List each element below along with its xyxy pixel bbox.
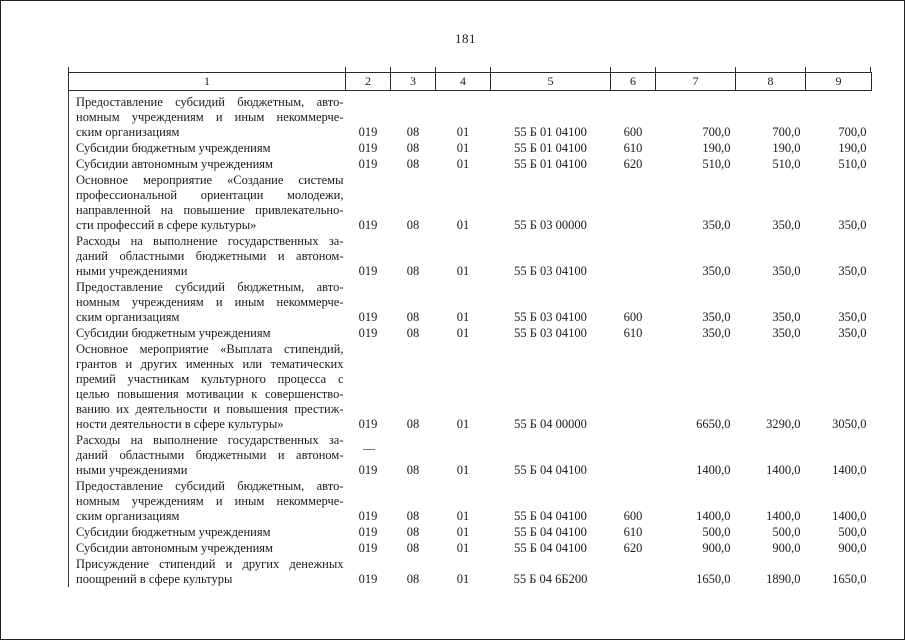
table-row	[69, 524, 872, 540]
cell-amount-year2: 190,0	[772, 141, 801, 155]
cell-amount-year3: 350,0	[838, 264, 867, 278]
cell-target-article-code: 55 Б 03 04100	[514, 310, 587, 324]
cell-amount-year1: 190,0	[702, 141, 731, 155]
column-number-header: 6	[611, 73, 656, 91]
cell-amount-year2: 700,0	[772, 125, 801, 139]
cell-target-article-code: 55 Б 03 00000	[514, 218, 587, 232]
cell-grbs-code: 019	[358, 326, 378, 340]
table-row	[69, 556, 872, 587]
cell-amount-year3: 350,0	[838, 326, 867, 340]
table-row	[69, 540, 872, 556]
table-row	[69, 172, 872, 233]
cell-amount-year2: 350,0	[772, 218, 801, 232]
cell-expense-type-code	[611, 172, 656, 233]
column-number-header: 2	[346, 73, 391, 91]
cell-target-article-code: 55 Б 01 04100	[514, 141, 587, 155]
cell-grbs-code: 019	[358, 525, 378, 539]
cell-grbs-code: 019	[358, 141, 378, 155]
cell-amount-year3: 350,0	[838, 310, 867, 324]
column-number-header: 7	[656, 73, 736, 91]
cell-amount-year1: 350,0	[702, 264, 731, 278]
cell-description: Основное мероприятие «Выплата стипендий, грантов и других именных или тематических премий участникам культурного процесса с целью повышения мотивации к совершенство- ванию их деятельности и повышения престиж- ности деятельности в сфере культуры»	[69, 341, 346, 432]
cell-target-article-code: 55 Б 04 04100	[514, 463, 587, 477]
cell-section-code: 08	[406, 417, 420, 431]
cell-description: Присуждение стипендий и других денежных поощрений в сфере культуры	[69, 556, 346, 587]
cell-amount-year2: 350,0	[772, 264, 801, 278]
table-row	[69, 478, 872, 524]
cell-section-code: 08	[406, 218, 420, 232]
cell-section-code: 08	[406, 125, 420, 139]
cell-section-code: 08	[406, 326, 420, 340]
cell-expense-type-code	[611, 556, 656, 587]
cell-amount-year1: 900,0	[702, 541, 731, 555]
cell-description: Субсидии автономным учреждениям	[69, 540, 346, 556]
cell-subsection-code: 01	[456, 264, 470, 278]
cell-grbs-code: 019	[358, 463, 378, 477]
cell-target-article-code: 55 Б 01 04100	[514, 125, 587, 139]
cell-expense-type-code: 600	[623, 125, 643, 139]
cell-amount-year2: 500,0	[772, 525, 801, 539]
cell-amount-year1: 1650,0	[696, 572, 731, 586]
cell-description: Предоставление субсидий бюджетным, авто- номным учреждениям и иным некоммерче- ским организациям	[69, 91, 346, 141]
cell-section-code: 08	[406, 525, 420, 539]
cell-subsection-code: 01	[456, 218, 470, 232]
cell-section-code: 08	[406, 141, 420, 155]
cell-target-article-code: 55 Б 04 04100	[514, 525, 587, 539]
scan-artifact-dash: —	[363, 441, 375, 455]
cell-amount-year3: 900,0	[838, 541, 867, 555]
cell-subsection-code: 01	[456, 525, 470, 539]
cell-amount-year3: 1400,0	[832, 509, 867, 523]
cell-target-article-code: 55 Б 04 04100	[514, 509, 587, 523]
cell-amount-year1: 350,0	[702, 218, 731, 232]
cell-amount-year2: 3290,0	[766, 417, 801, 431]
cell-subsection-code: 01	[456, 157, 470, 171]
cell-amount-year2: 350,0	[772, 326, 801, 340]
table-row	[69, 91, 872, 141]
cell-amount-year3: 3050,0	[832, 417, 867, 431]
cell-amount-year2: 510,0	[772, 157, 801, 171]
column-number-header: 8	[736, 73, 806, 91]
table-row	[69, 156, 872, 172]
table-row	[69, 233, 872, 279]
cell-description: Субсидии бюджетным учреждениям	[69, 524, 346, 540]
cell-description: Предоставление субсидий бюджетным, авто- номным учреждениям и иным некоммерче- ским организациям	[69, 478, 346, 524]
cell-description: Субсидии бюджетным учреждениям	[69, 325, 346, 341]
cell-grbs-code: 019	[358, 218, 378, 232]
cell-expense-type-code: 610	[623, 525, 643, 539]
cell-description: Расходы на выполнение государственных за- даний областными бюджетными и автоном- ными учреждениями	[69, 432, 346, 478]
page-number: 181	[455, 31, 476, 46]
cell-section-code: 08	[406, 264, 420, 278]
table-row	[69, 140, 872, 156]
cell-amount-year1: 350,0	[702, 310, 731, 324]
cell-grbs-code: 019	[358, 264, 378, 278]
cell-description: Субсидии автономным учреждениям	[69, 156, 346, 172]
cell-grbs-code: 019	[358, 125, 378, 139]
cell-target-article-code: 55 Б 04 04100	[514, 541, 587, 555]
cell-section-code: 08	[406, 509, 420, 523]
cell-subsection-code: 01	[456, 463, 470, 477]
cell-amount-year2: 1400,0	[766, 509, 801, 523]
cell-subsection-code: 01	[456, 310, 470, 324]
cell-section-code: 08	[406, 572, 420, 586]
cell-expense-type-code: 610	[623, 141, 643, 155]
cell-amount-year1: 1400,0	[696, 509, 731, 523]
cell-amount-year3: 700,0	[838, 125, 867, 139]
cell-target-article-code: 55 Б 03 04100	[514, 264, 587, 278]
column-number-header: 9	[806, 73, 872, 91]
cell-expense-type-code	[611, 432, 656, 478]
cell-grbs-code: 019	[358, 509, 378, 523]
cell-subsection-code: 01	[456, 125, 470, 139]
column-number-header: 4	[436, 73, 491, 91]
cell-subsection-code: 01	[456, 326, 470, 340]
cell-section-code: 08	[406, 541, 420, 555]
table-row	[69, 325, 872, 341]
cell-description: Предоставление субсидий бюджетным, авто- номным учреждениям и иным некоммерче- ским организациям	[69, 279, 346, 325]
cell-target-article-code: 55 Б 04 00000	[514, 417, 587, 431]
table-row	[69, 279, 872, 325]
cell-description: Субсидии бюджетным учреждениям	[69, 140, 346, 156]
cell-amount-year3: 350,0	[838, 218, 867, 232]
cell-grbs-code: 019	[358, 310, 378, 324]
cell-section-code: 08	[406, 463, 420, 477]
cell-description: Расходы на выполнение государственных за- даний областными бюджетными и автоном- ными учреждениями	[69, 233, 346, 279]
cell-amount-year1: 510,0	[702, 157, 731, 171]
table-row	[69, 432, 872, 478]
table-header-row	[69, 73, 872, 91]
cell-subsection-code: 01	[456, 417, 470, 431]
cell-grbs-code: 019	[358, 157, 378, 171]
column-number-header: 1	[69, 73, 346, 91]
cell-amount-year3: 190,0	[838, 141, 867, 155]
cell-subsection-code: 01	[456, 509, 470, 523]
budget-appropriations-table	[68, 72, 872, 587]
cell-grbs-code: 019	[358, 541, 378, 555]
cell-section-code: 08	[406, 157, 420, 171]
cell-target-article-code: 55 Б 03 04100	[514, 326, 587, 340]
cell-amount-year2: 350,0	[772, 310, 801, 324]
cell-amount-year2: 1890,0	[766, 572, 801, 586]
cell-amount-year2: 900,0	[772, 541, 801, 555]
cell-amount-year3: 1650,0	[832, 572, 867, 586]
cell-amount-year1: 1400,0	[696, 463, 731, 477]
cell-target-article-code: 55 Б 04 6Б200	[513, 572, 588, 586]
cell-amount-year2: 1400,0	[766, 463, 801, 477]
cell-expense-type-code: 620	[623, 157, 643, 171]
cell-grbs-code: 019	[358, 572, 378, 586]
cell-amount-year3: 500,0	[838, 525, 867, 539]
cell-subsection-code: 01	[456, 572, 470, 586]
cell-expense-type-code: 610	[623, 326, 643, 340]
cell-description: Основное мероприятие «Создание системы профессиональной ориентации молодежи, направленной на повышение привлекательно- сти профессий в сфере культуры»	[69, 172, 346, 233]
cell-expense-type-code	[611, 233, 656, 279]
column-number-header: 3	[391, 73, 436, 91]
cell-subsection-code: 01	[456, 141, 470, 155]
cell-amount-year1: 700,0	[702, 125, 731, 139]
cell-expense-type-code: 620	[623, 541, 643, 555]
cell-target-article-code: 55 Б 01 04100	[514, 157, 587, 171]
cell-amount-year1: 350,0	[702, 326, 731, 340]
cell-subsection-code: 01	[456, 541, 470, 555]
cell-amount-year3: 510,0	[838, 157, 867, 171]
cell-expense-type-code	[611, 341, 656, 432]
cell-amount-year3: 1400,0	[832, 463, 867, 477]
cell-section-code: 08	[406, 310, 420, 324]
cell-amount-year1: 500,0	[702, 525, 731, 539]
column-number-header: 5	[491, 73, 611, 91]
cell-expense-type-code: 600	[623, 509, 643, 523]
cell-amount-year1: 6650,0	[696, 417, 731, 431]
cell-expense-type-code: 600	[623, 310, 643, 324]
table-row	[69, 341, 872, 432]
cell-grbs-code: 019	[358, 417, 378, 431]
